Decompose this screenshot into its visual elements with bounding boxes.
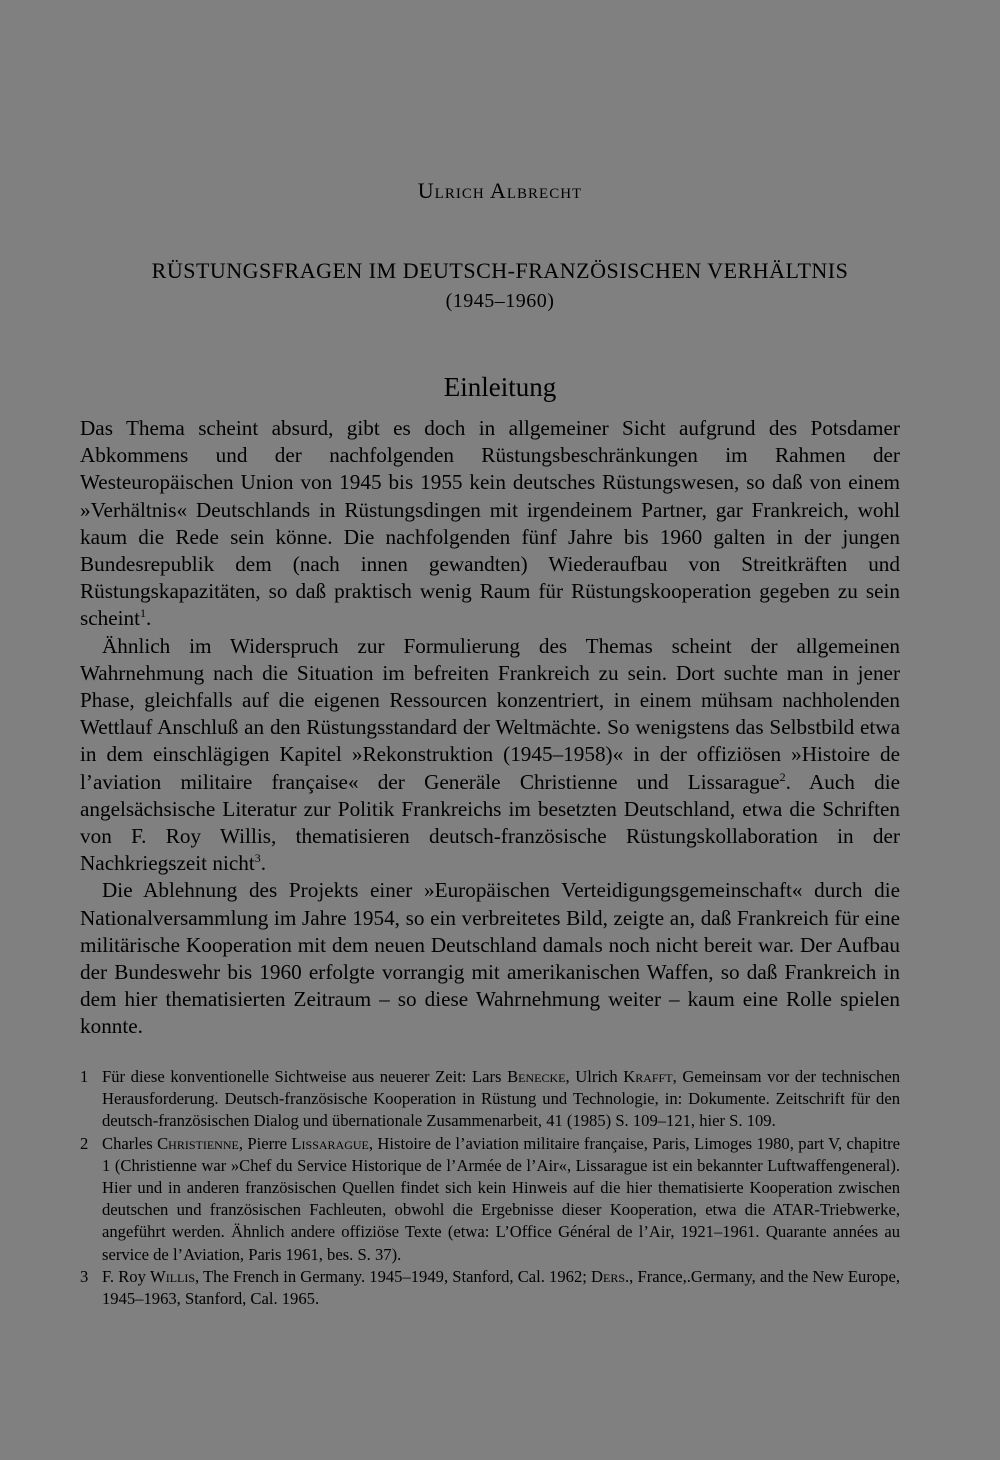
footnote-ref[interactable]: 2 [779,769,786,784]
footnote-text-part: , Ulrich [565,1067,624,1086]
footnote-text-part: , Gemeinsam vor der technischen Herausforderung. Deutsch-französische Kooperation in Rüstung und Technologie, in: Dokumente. Zeitschrift für den deutsch-französischen Dialog und übernationale Zusammenarbeit, 41 (1985) S. 109–121, hier S. 109. [102,1067,900,1131]
footnote [80,1066,900,1133]
author-surname: Krafft [623,1067,673,1086]
footnotes [80,1066,900,1310]
author-surname: Benecke [507,1067,566,1086]
footnote-text-part: , Pierre [238,1133,292,1153]
paragraph [80,415,900,633]
footnote [80,1133,900,1266]
section-heading: Einleitung [443,372,557,402]
body-text [80,415,900,1041]
footnote-text-part: F. Roy [102,1266,151,1286]
footnote-text-part: , The French in Germany. 1945–1949, Stanford, Cal. 1962; [195,1266,592,1286]
paragraph-text: Ähnlich im Widerspruch zur Formulierung des Themas scheint der allgemeinen Wahrnehmung nach die Situation im befreiten Frankreich zu sein. Dort suchte man in jener Phase, gleichfalls auf die eigenen Ressourcen konzentriert, in einem mühsam nachholenden Wettlauf Anschluß an den Rüstungsstandard der Weltmächte. So wenigstens das Selbstbild etwa in dem einschlägigen Kapitel »Rekonstruktion (1945–1958)« in der offiziösen »Histoire de l’aviation militaire française« der Generäle Christienne und Lissarague [80,633,900,794]
footnote-text-part: Charles [102,1133,158,1153]
paragraph-text: Die Ablehnung des Projekts einer »Europäischen Verteidigungsgemeinschaft« durch die Nationalversammlung im Jahre 1954, so ein verbreitetes Bild, zeigte an, daß Frankreich für eine militärische Kooperation mit dem neuen Deutschland damals noch nicht bereit war. Der Aufbau der Bundeswehr bis 1960 erfolgte vorrangig mit amerikanischen Waffen, so daß Frankreich in dem hier thematisierten Zeitraum – so diese Wahrnehmung weiter – kaum eine Rolle spielen konnte. [80,878,900,1039]
author-surname: Ders. [591,1266,630,1286]
paragraph-text: Das Thema scheint absurd, gibt es doch in allgemeiner Sicht aufgrund des Potsdamer Abkommens und der nachfolgenden Rüstungsbeschränkungen im Rahmen der Westeuropäischen Union von 1945 bis 1955 kein deutsches Rüstungswesen, so daß von einem »Verhältnis« Deutschlands in Rüstungsdingen mit irgendeinem Partner, gar Frankreich, wohl kaum die Rede sein könne. Die nachfolgenden fünf Jahre bis 1960 galten in der jungen Bundesrepublik dem (nach innen gewandten) Wiederaufbau von Streitkräften und Rüstungskapazitäten, so daß praktisch wenig Raum für Rüstungskooperation gegeben zu sein scheint [80,416,900,631]
title-period: (1945–1960) [445,290,555,312]
author-surname: Christienne [157,1133,239,1153]
paragraph-text-end: . [146,606,152,631]
footnote [80,1266,900,1310]
author-surname: Willis [150,1266,196,1286]
footnote-number: 1 [80,1067,89,1086]
footnote-text [102,1133,900,1266]
author-name: Ulrich Albrecht [417,178,583,203]
article-title [40,256,960,316]
footnote-text [102,1066,900,1133]
title-main: RÜSTUNGSFRAGEN IM DEUTSCH-FRANZÖSISCHEN VERHÄLTNIS [151,258,849,283]
author-surname: Lissarague [291,1133,369,1153]
paragraph-text-cont: . Auch die angelsächsische Literatur zur Politik Frankreichs im besetzten Deutschland, etwa die Schriften von F. Roy Willis, thematisieren deutsch-französische Rüstungskollaboration in der Nachkriegszeit nicht [80,769,900,876]
footnote-text [102,1266,900,1310]
paragraph [80,633,900,878]
footnote-number: 3 [80,1266,89,1286]
footnote-text-part: Für diese konventionelle Sichtweise aus neuerer Zeit: Lars [102,1067,508,1086]
footnote-ref[interactable]: 3 [254,851,261,866]
footnote-ref[interactable]: 1 [140,606,147,621]
footnote-number: 2 [80,1133,89,1153]
footnote-text-part: , France,.Germany, and the New Europe, 1945–1963, Stanford, Cal. 1965. [102,1266,900,1309]
paragraph-text-end: . [260,851,267,876]
footnote-text-part: , Histoire de l’aviation militaire française, Paris, Limoges 1980, part V, chapitre 1 (Christienne war »Chef du Service Historique de l’Armée de l’Air«, Lissarague ist ein bekannter Luftwaffengeneral). Hier und in anderen französischen Quellen findet sich kein Hinweis auf die hier thematisierte Kooperation zwischen deutschen und französischen Fachleuten, obwohl die Ergebnisse dieser Kooperation, etwa die ATAR-Triebwerke, angeführt werden. Ähnlich andere offiziöse Texte (etwa: L’Office Général de l’Air, 1921–1961. Quarante années au service de l’Aviation, Paris 1961, bes. S. 37). [102,1133,900,1264]
paragraph [80,877,900,1040]
